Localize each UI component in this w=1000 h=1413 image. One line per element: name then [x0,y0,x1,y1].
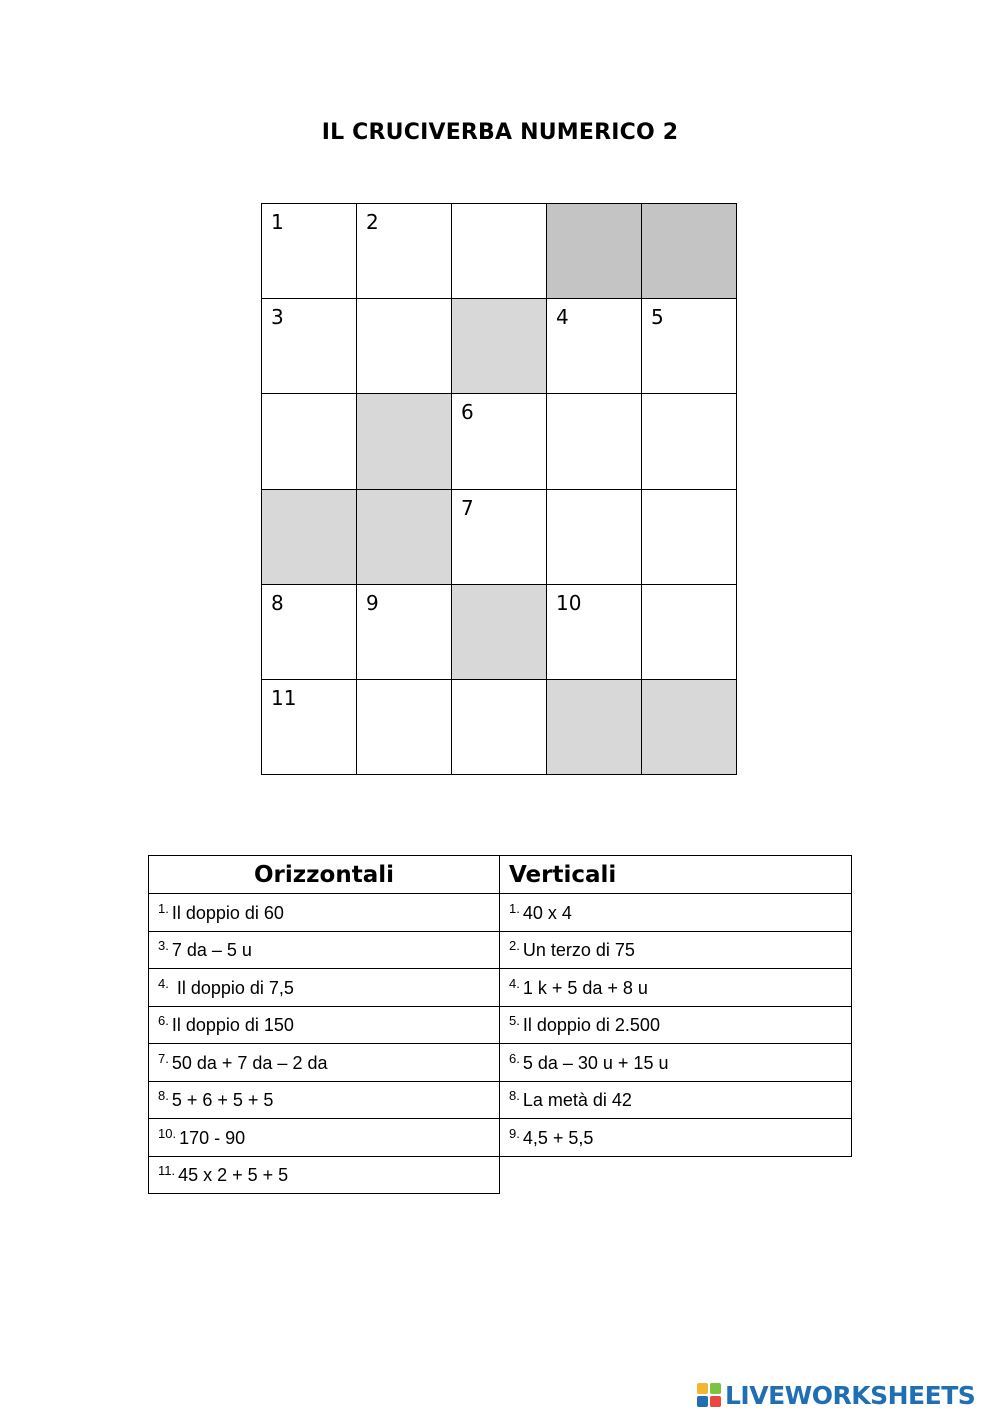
grid-cell[interactable] [547,394,642,489]
cell-number: 1 [271,210,284,234]
grid-cell[interactable] [452,680,547,775]
grid-cell[interactable] [547,490,642,585]
clue-number: 6. [509,1050,520,1066]
clue-row [149,931,852,969]
clues-table [148,855,852,1194]
clue-row [149,1119,852,1157]
down-clue [500,931,852,969]
grid-cell[interactable] [642,490,737,585]
clue-row [149,1006,852,1044]
clue-text: 50 da + 7 da – 2 da [171,1052,328,1073]
grid-cell[interactable] [452,394,547,489]
grid-cell[interactable] [262,585,357,680]
across-clue [149,1044,500,1082]
across-header: Orizzontali [149,856,500,894]
clue-number: 6. [158,1013,169,1029]
down-clue [500,1119,852,1157]
clue-text: Il doppio di 7,5 [171,977,294,998]
logo-mark-icon [697,1383,721,1407]
cell-number: 2 [366,210,379,234]
grid-cell[interactable] [452,490,547,585]
cell-number: 3 [271,305,284,330]
clue-number: 1. [158,900,169,916]
down-clue [500,894,852,932]
grid-cell[interactable] [642,585,737,680]
cell-number: 4 [556,305,569,330]
clue-row [149,969,852,1007]
clue-number: 9. [509,1125,520,1141]
clue-text: 40 x 4 [522,902,572,923]
clue-number: 11. [158,1163,176,1179]
cell-number: 5 [651,305,664,330]
clue-number: 3. [158,938,169,954]
grid-cell-blocked [452,299,547,394]
across-clue [149,969,500,1007]
clue-text: Il doppio di 150 [171,1015,294,1036]
clue-text: 45 x 2 + 5 + 5 [178,1165,289,1186]
clue-number: 2. [509,938,520,954]
crossword-grid [261,203,737,775]
cell-number: 7 [461,495,474,520]
page-title: IL CRUCIVERBA NUMERICO 2 [321,120,679,145]
grid-cell[interactable] [547,299,642,394]
grid-cell[interactable] [547,585,642,680]
grid-cell-blocked [262,490,357,585]
clue-row [149,1044,852,1082]
grid-cell[interactable] [642,394,737,489]
clue-text: 4,5 + 5,5 [522,1127,594,1148]
clue-number: 1. [509,900,520,916]
clue-text: La metà di 42 [522,1090,632,1111]
grid-cell[interactable] [642,299,737,394]
grid-cell[interactable] [262,680,357,775]
clue-number: 8. [158,1088,169,1104]
down-header: Verticali [500,856,852,894]
down-clue [500,1006,852,1044]
clue-text: 5 + 6 + 5 + 5 [171,1090,274,1111]
clue-row [149,1081,852,1119]
across-clue [149,1006,500,1044]
clue-text: 5 da – 30 u + 15 u [522,1052,669,1073]
cell-number: 8 [271,590,284,615]
grid-cell[interactable] [357,680,452,775]
cell-number: 11 [271,685,297,710]
grid-cell[interactable] [262,394,357,489]
grid-cell[interactable] [357,585,452,680]
clue-text: Il doppio di 60 [171,902,284,923]
clue-row [149,894,852,932]
across-clue [149,1156,500,1194]
clue-number: 8. [509,1088,520,1104]
clue-row [149,1156,852,1194]
grid-cell-blocked [547,680,642,775]
down-clue [500,1044,852,1082]
grid-cell[interactable] [452,204,547,299]
grid-cell[interactable] [262,299,357,394]
cell-number: 10 [556,590,582,615]
clue-number: 10. [158,1125,177,1141]
cell-number: 6 [461,400,474,425]
clue-text: Il doppio di 2.500 [522,1015,660,1036]
grid-cell-blocked [642,204,737,299]
grid-cell-blocked [547,204,642,299]
grid-cell-blocked [642,680,737,775]
empty-clue-cell [500,1156,852,1194]
grid-cell-blocked [357,490,452,585]
clue-text: 170 - 90 [179,1127,246,1148]
grid-cell-blocked [357,394,452,489]
clue-text: 7 da – 5 u [171,940,252,961]
cell-number: 9 [366,590,379,615]
grid-cell[interactable] [262,204,357,299]
across-clue [149,894,500,932]
grid-cell[interactable] [357,204,452,299]
down-clue [500,1081,852,1119]
grid-cell[interactable] [357,299,452,394]
across-clue [149,1081,500,1119]
down-clue [500,969,852,1007]
clue-text: 1 k + 5 da + 8 u [522,977,648,998]
grid-cell-blocked [452,585,547,680]
across-clue [149,1119,500,1157]
clue-number: 5. [509,1013,520,1029]
clue-number: 4. [158,975,169,991]
clue-number: 4. [509,975,520,991]
logo-text: LIVEWORKSHEETS [725,1380,976,1410]
across-clue [149,931,500,969]
clue-number: 7. [158,1050,169,1066]
clue-text: Un terzo di 75 [522,940,635,961]
liveworksheets-logo [697,1378,975,1412]
